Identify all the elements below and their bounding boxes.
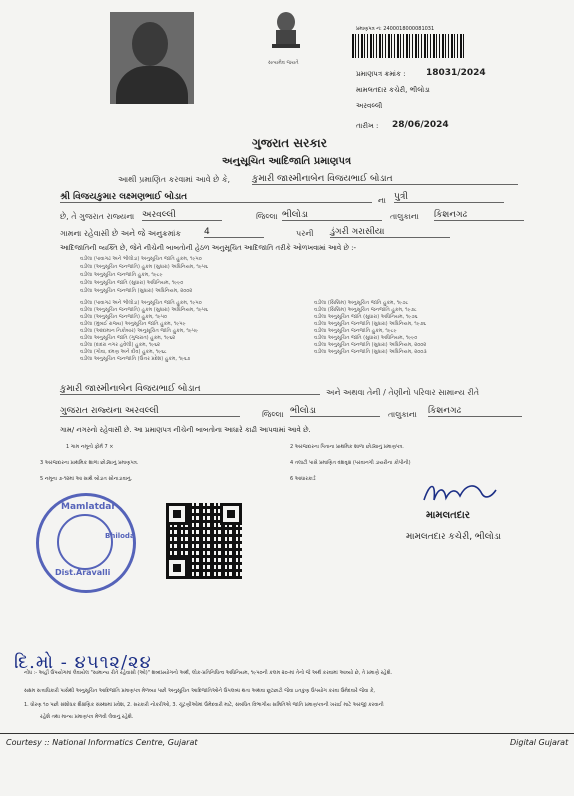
government-title: ગુજરાત સરકાર bbox=[252, 136, 327, 150]
schedule-item: વડીલા (સિક્કિમ) અનુસૂચિત જનજાતિ હુકમ, ૧૯૭૮ bbox=[314, 307, 417, 313]
fine-print-3: વડીલા અનુસૂચિત જનજાતિ હુકમ, ૧૯૮૯ bbox=[80, 272, 163, 278]
note-line-1: નોંધ :- અહીં ઉપયોગમાં લેવાયેલ "સામાન્ય રીતે રહેવાસી (ઓ)" શબ્દપ્રયોગનો અર્થ, લોક-પ્રતિનિધિત્વ અધિનિયમ, ૧૯૫૦ની કલમ ૨૦-માં તેનો જે અર્થ કરવામાં આવ્યો છે, તે પ્રમાણે રહેશે. bbox=[24, 670, 393, 676]
applicant-name-repeat: કુમારી જાસ્મીનાબેન વિજયભાઈ બોડાત bbox=[60, 384, 320, 395]
cert-no-label: પ્રમાણપત્ર ક્રમાંક : bbox=[356, 70, 406, 78]
pardi-label: પરની bbox=[296, 229, 314, 238]
district3-label: જિલ્લા bbox=[262, 410, 284, 419]
schedule-item: વડીલા અનુસૂચિત જનજાતિ (સુધારા) અધિનિયમ, ૧૯૭૬ bbox=[314, 321, 426, 327]
official-seal bbox=[36, 493, 136, 593]
schedule-item: વડીલા (અનુસૂચિત જનજાતિ) હુકમ (સુધારા) અધિનિયમ, ૧૯૫૬ bbox=[80, 307, 208, 313]
district-field: અરવલ્લી bbox=[142, 210, 222, 221]
schedule-item: વડીલા અનુસૂચિત જનજાતિ (સુધારા) અધિનિયમ, ૨૦૦૩ bbox=[314, 349, 427, 355]
district-name: અરવલ્લી bbox=[356, 102, 383, 110]
schedule-item: વડીલા (પાવાગઢ અને ભીલોડા) અનુસૂચિત જાતિ હુકમ, ૧૯૫૦ bbox=[80, 300, 202, 306]
fine-print-5: વડીલા અનુસૂચિત જનજાતિ (સુધારા) અધિનિયમ, ૨૦૦૨ bbox=[80, 288, 193, 294]
national-emblem-icon bbox=[266, 8, 306, 58]
qr-finder bbox=[220, 503, 242, 525]
barcode-number: પ્રમાણપત્ર નં: 2400018000081031 bbox=[356, 26, 435, 32]
district2-field: ભીલોડા bbox=[282, 210, 382, 221]
applicant-name: કુમારી જાસ્મીનાબેન વિજયભાઈ બોડાત bbox=[252, 174, 518, 185]
date-label: તારીખ : bbox=[356, 122, 379, 130]
schedule-item: વડીલા (મુંબઈ રાજ્ય) અનુસૂચિત જાતિ હુકમ, ૧૯૫૯ bbox=[80, 321, 186, 327]
schedule-item: વડીલા (સિક્કિમ) અનુસૂચિત જાતિ હુકમ, ૧૯૭૮ bbox=[314, 300, 409, 306]
schedule-item: વડીલા અનુસૂચિત જનજાતિ હુકમ, ૧૯૮૯ bbox=[314, 328, 397, 334]
issue-date: 28/06/2024 bbox=[392, 120, 449, 130]
seal-bottom-text: Dist.Aravalli bbox=[55, 568, 111, 577]
cert-no: 18031/2024 bbox=[426, 68, 486, 78]
schedule-item: વડીલા (અનુસૂચિત જનજાતિ) હુકમ, ૧૯૫૦ bbox=[80, 314, 168, 320]
schedule-item: વડીલા (ગોવા, દમણ અને દીવ) હુકમ, ૧૯૬૮ bbox=[80, 349, 167, 355]
certify-text: આથી પ્રમાણિત કરવામાં આવે છે કે, bbox=[118, 175, 231, 184]
taluka-label: તાલુકાના bbox=[390, 212, 419, 221]
village-text: ગામના રહેવાસી છે અને જે અનુક્રમાંક bbox=[60, 229, 182, 238]
certificate-title: અનુસૂચિત આદિજાતિ પ્રમાણપત્ર bbox=[222, 156, 352, 167]
seal-inner-ring bbox=[57, 514, 113, 570]
parent-name: શ્રી વિજયકુમાર લક્ષ્મણભાઈ બોડાત bbox=[60, 192, 372, 203]
schedule-item: વડીલા અનુસૂચિત જાતિ (ગુજરાત) હુકમ, ૧૯૬૨ bbox=[80, 335, 176, 341]
handwritten-note: દિ.મો - ૪૫૧૨/૨૪ bbox=[14, 652, 152, 673]
taluka2-field: કિશનગઢ bbox=[428, 406, 522, 417]
signatory-office: મામલતદાર કચેરી, ભીલોડા bbox=[406, 532, 501, 542]
village2-text: ગામ/ નગરનો રહેવાસી છે. આ પ્રમાણપત્ર નીચેની બાબતોના આધારે કાઢી આપવામાં આવે છે. bbox=[60, 426, 311, 434]
qr-finder bbox=[166, 503, 188, 525]
applicant-photo bbox=[110, 12, 194, 104]
schedule-item: વડીલા અનુસૂચિત જાતિ (સુધારા) અધિનિયમ, ૧૯૭૬ bbox=[314, 314, 418, 320]
relation-label: ના bbox=[378, 196, 386, 205]
photo-body bbox=[116, 66, 188, 104]
schedule-item: વડીલા અનુસૂચિત જાતિ (સુધારા) અધિનિયમ, ૧૯૯૦ bbox=[314, 335, 418, 341]
taluka-field: કિશનગઢ bbox=[434, 210, 524, 221]
family-text: અને અથવા તેની / તેણીનો પરિવાર સામાન્ય રીતે bbox=[326, 388, 480, 397]
qr-finder bbox=[166, 557, 188, 579]
relation: પુત્રી bbox=[394, 192, 504, 203]
serial-no: 4 bbox=[204, 227, 264, 238]
schedule-item: વડીલા (આંદામાન નિકોબાર) અનુસૂચિત જાતિ હુકમ, ૧૯૫૯ bbox=[80, 328, 199, 334]
barcode bbox=[352, 34, 466, 58]
schedule-right bbox=[314, 300, 534, 356]
schedule-item: વડીલા અનુસૂચિત જનજાતિ (ઉત્તર પ્રદેશ) હુકમ, ૧૯૬૭ bbox=[80, 356, 191, 362]
schedule-left bbox=[80, 300, 300, 363]
state2: ગુજરાત રાજ્યના bbox=[60, 406, 123, 416]
fine-print-4: વડીલા અનુસૂચિત જાતિ (સુધારા) અધિનિયમ, ૧૯૯૦ bbox=[80, 280, 184, 286]
office-name: મામલતદાર કચેરી, ભીલોડા bbox=[356, 86, 430, 94]
signature-scribble bbox=[420, 478, 500, 508]
state-text: છે, તે ગુજરાત રાજ્યના bbox=[60, 212, 135, 221]
qr-code bbox=[166, 503, 242, 579]
doc-item-1: 1 ગામ નમૂનો ફોર્મ 7 × bbox=[66, 444, 114, 450]
district4-field: ભીલોડા bbox=[290, 406, 380, 417]
doc-item-3: 3 અરજદારના પ્રાથમિક શાળા છોડ્યાનું પ્રમાણપત્ર. bbox=[40, 460, 139, 466]
schedule-item: વડીલા અનુસૂચિત જનજાતિ (સુધારા) અધિનિયમ, ૨૦૦૨ bbox=[314, 342, 427, 348]
signatory-title: મામલતદાર bbox=[426, 510, 470, 521]
footer-divider bbox=[0, 733, 574, 734]
seal-top-text: Mamlatdar bbox=[61, 502, 116, 512]
state-district-field bbox=[60, 406, 240, 417]
footer-courtesy: Courtesy :: National Informatics Centre, Gujarat bbox=[6, 738, 198, 747]
doc-item-5: 5 નમૂના ૭-૧૨માં આ સાથે બોડાત સોનાડાવાનું. bbox=[40, 476, 133, 482]
photo-face bbox=[132, 22, 168, 66]
note-line-4: રહેશે તથા માન્ય પ્રમાણપત્ર મેળવી લેવાનું રહેશે. bbox=[40, 714, 134, 720]
seal-side-text: Bhiloda bbox=[105, 532, 135, 540]
note-line-2: સક્ષમ સત્તાધિકારી પાસેથી અનુસૂચિત આદિજાતિ પ્રમાણપત્ર મેળવ્યા પછી અનુસૂચિત આદિજાતિઓને ઉપલબ્ધ થતા અથવા છૂટછાટો જેવા ઇતકુણ ઉપયોગ કરવા ઉમેદવારે જેવા કે, bbox=[24, 688, 375, 694]
doc-item-2: 2 અરજદારના પિતાના પ્રાથમિક શાળા છોડ્યાનું પ્રમાણપત્ર. bbox=[290, 444, 404, 450]
district-label: જિલ્લા bbox=[256, 212, 278, 221]
tribe-name: ડુંગરી ગરાસીયા bbox=[330, 227, 450, 238]
tribe-line: આદિજાતિની વ્યક્તિ છે, જેને નીચેની બાબતોની હેઠળ અનુસૂચિત આદિજાતિ તરીકે ઓળખવામાં આવે છે :- bbox=[60, 244, 357, 252]
footer-brand: Digital Gujarat bbox=[510, 738, 569, 747]
fine-print-1: વડીલા (પાવાગઢ અને ભીલોડા) અનુસૂચિત જાતિ હુકમ, ૧૯૫૦ bbox=[80, 256, 202, 262]
schedule-item: વડીલા (દાદરા નગર હવેલી) હુકમ, ૧૯૬૨ bbox=[80, 342, 160, 348]
doc-item-4: 4 તલાટી પાસે પ્રમાણિત વંશવૃક્ષ (પરવાનગી ડાયરીના કોપીની) bbox=[290, 460, 411, 466]
fine-print-2: વડીલા (અનુસૂચિત જનજાતિ) હુકમ (સુધારા) અધિનિયમ, ૧૯૫૬ bbox=[80, 264, 208, 270]
taluka2-label: તાલુકાના bbox=[388, 410, 417, 419]
doc-item-6: 6 આધારકાર્ડ bbox=[290, 476, 316, 482]
note-line-3: 1. ધોરણ ૧૦ પછી સંશોધક શૈક્ષણિક સંસ્થામાં પ્રવેશ, 2. સરકારી નોકરીઓ, 3. ચૂંટણીઓમાં ઉમેદવારી માટે, સંબંધિત વિભાગીય સમિતિએ જાતિ પ્રમાણપત્રની ખરાઈ માટે અરજી કરવાની bbox=[24, 702, 384, 708]
emblem-caption: સત્યમેવ જયતે bbox=[268, 60, 299, 66]
district3: અરવલ્લી bbox=[124, 406, 159, 416]
